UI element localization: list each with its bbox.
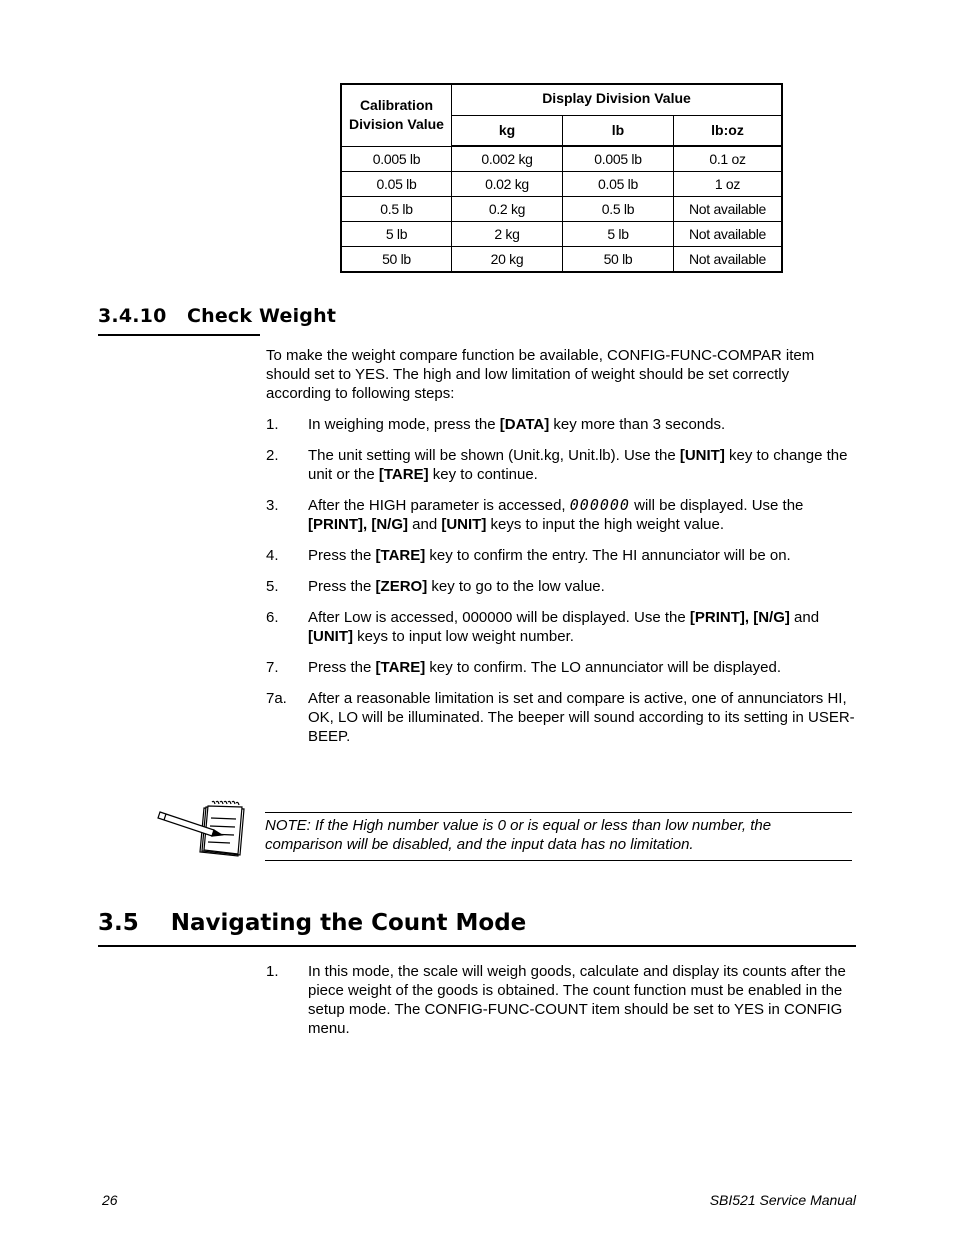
page-number: 26 [102,1192,118,1208]
step-text-part: key to confirm. The LO annunciator will be displayed. [425,659,781,676]
table-cell: 1 oz [674,172,783,197]
table-cell: 5 lb [341,222,452,247]
table-cell: Not available [674,197,783,222]
table-cell: 0.05 lb [341,172,452,197]
step-text-part: and [407,516,442,533]
table-cell: 50 lb [341,247,452,273]
table-cell: 20 kg [452,247,563,273]
key-label: [UNIT] [308,628,353,645]
header-calibration-division [341,84,452,146]
step-text [308,608,856,646]
table-cell: 50 lb [563,247,674,273]
key-label: [TARE] [375,659,426,676]
step-text [308,415,856,434]
header-display-division: Display Division Value [452,84,783,115]
step-text-part: key to continue. [428,466,538,483]
step-text-part: keys to input the high weight value. [486,516,725,533]
table-cell: 2 kg [452,222,563,247]
intro-paragraph: To make the weight compare function be available, CONFIG-FUNC-COMPAR item should set to YES. The high and low limitation of weight should be set correctly according to following steps: [266,347,815,402]
header-unit-lb: lb [563,115,674,146]
table-cell: 0.02 kg [452,172,563,197]
manual-title: SBI521 Service Manual [709,1192,856,1208]
step-text [308,658,856,677]
key-label: [TARE] [375,547,426,564]
key-label: [PRINT], [N/G] [308,516,408,533]
notepad-pencil-icon [156,800,246,862]
step-number: 1. [266,963,279,980]
heading-underline [98,334,260,336]
step-number: 1. [266,416,279,433]
key-label: [TARE] [378,466,429,483]
step-text [308,446,856,484]
step-text: In this mode, the scale will weigh goods, calculate and display its counts after the piece weight of the goods is obtained. The count function must be enabled in the setup mode. The CONFIG-FUNC-COUNT item should be set to YES in CONFIG menu. [308,963,846,1037]
note-bottom-rule [265,860,852,861]
table-row [341,222,782,247]
step-number: 4. [266,547,279,564]
table-cell: Not available [674,222,783,247]
table-cell: 0.1 oz [674,146,783,172]
step-text [308,546,856,565]
step-text-part: key to change the unit or the [308,447,848,483]
step-text-part: keys to input low weight number. [353,628,574,645]
step-text-part: In weighing mode, press the [308,416,500,433]
step-text [308,689,856,746]
table-cell: 0.05 lb [563,172,674,197]
header-unit-lboz: lb:oz [674,115,783,146]
table-cell: 5 lb [563,222,674,247]
step-number: 6. [266,609,279,626]
header-cal-line2: Division Value [349,116,444,133]
step-text-part: key to confirm the entry. The HI annunciator will be on. [425,547,791,564]
table-row [341,146,782,172]
step-text-part: key more than 3 seconds. [549,416,726,433]
step-text-part: and [789,609,820,626]
section-heading-count-mode: 3.5 Navigating the Count Mode [98,910,527,936]
table-cell: 0.005 lb [563,146,674,172]
table-cell: 0.002 kg [452,146,563,172]
step-number: 7. [266,659,279,676]
step-text-part: key to go to the low value. [427,578,605,595]
step-text-part: The unit setting will be shown (Unit.kg, Unit.lb). Use the [308,447,680,464]
table-cell: Not available [674,247,783,273]
table-row [341,197,782,222]
step-text-part: After the HIGH parameter is accessed, [308,497,570,514]
table-cell: 0.005 lb [341,146,452,172]
step-text-part: Press the [308,659,376,676]
header-cal-line1: Calibration [359,97,434,114]
section-heading-check-weight: 3.4.10 Check Weight [98,305,337,327]
step-text [308,496,856,534]
key-label: [PRINT], [N/G] [689,609,790,626]
step-text [308,577,856,596]
table-cell: 0.5 lb [563,197,674,222]
section-underline [98,945,856,947]
table-row [341,247,782,273]
table-cell: 0.2 kg [452,197,563,222]
table-cell: 0.5 lb [341,197,452,222]
segment-display-value: 000000 [569,496,630,514]
step-text-part: Press the [308,578,376,595]
step-number: 5. [266,578,279,595]
key-label: [UNIT] [441,516,487,533]
table-row [341,172,782,197]
step-text-part: Press the [308,547,376,564]
step-text-part: will be displayed. Use the [629,497,804,514]
step-number: 2. [266,447,279,464]
step-text-part: After a reasonable limitation is set and compare is active, one of annunciators HI, OK, LO will be illuminated. The beeper will sound according to its setting in USER-BEEP. [308,690,855,745]
header-unit-kg: kg [452,115,563,146]
step-text-part: After Low is accessed, 000000 will be displayed. Use the [308,609,690,626]
key-label: [DATA] [499,416,550,433]
step-number: 7a. [266,690,287,707]
key-label: [ZERO] [375,578,428,595]
note-top-rule [265,812,852,813]
note-text: NOTE: If the High number value is 0 or is equal or less than low number, the comparison will be disabled, and the input data has no limitation. [265,817,772,853]
step-number: 3. [266,497,279,514]
division-value-table [340,83,783,273]
key-label: [UNIT] [679,447,725,464]
